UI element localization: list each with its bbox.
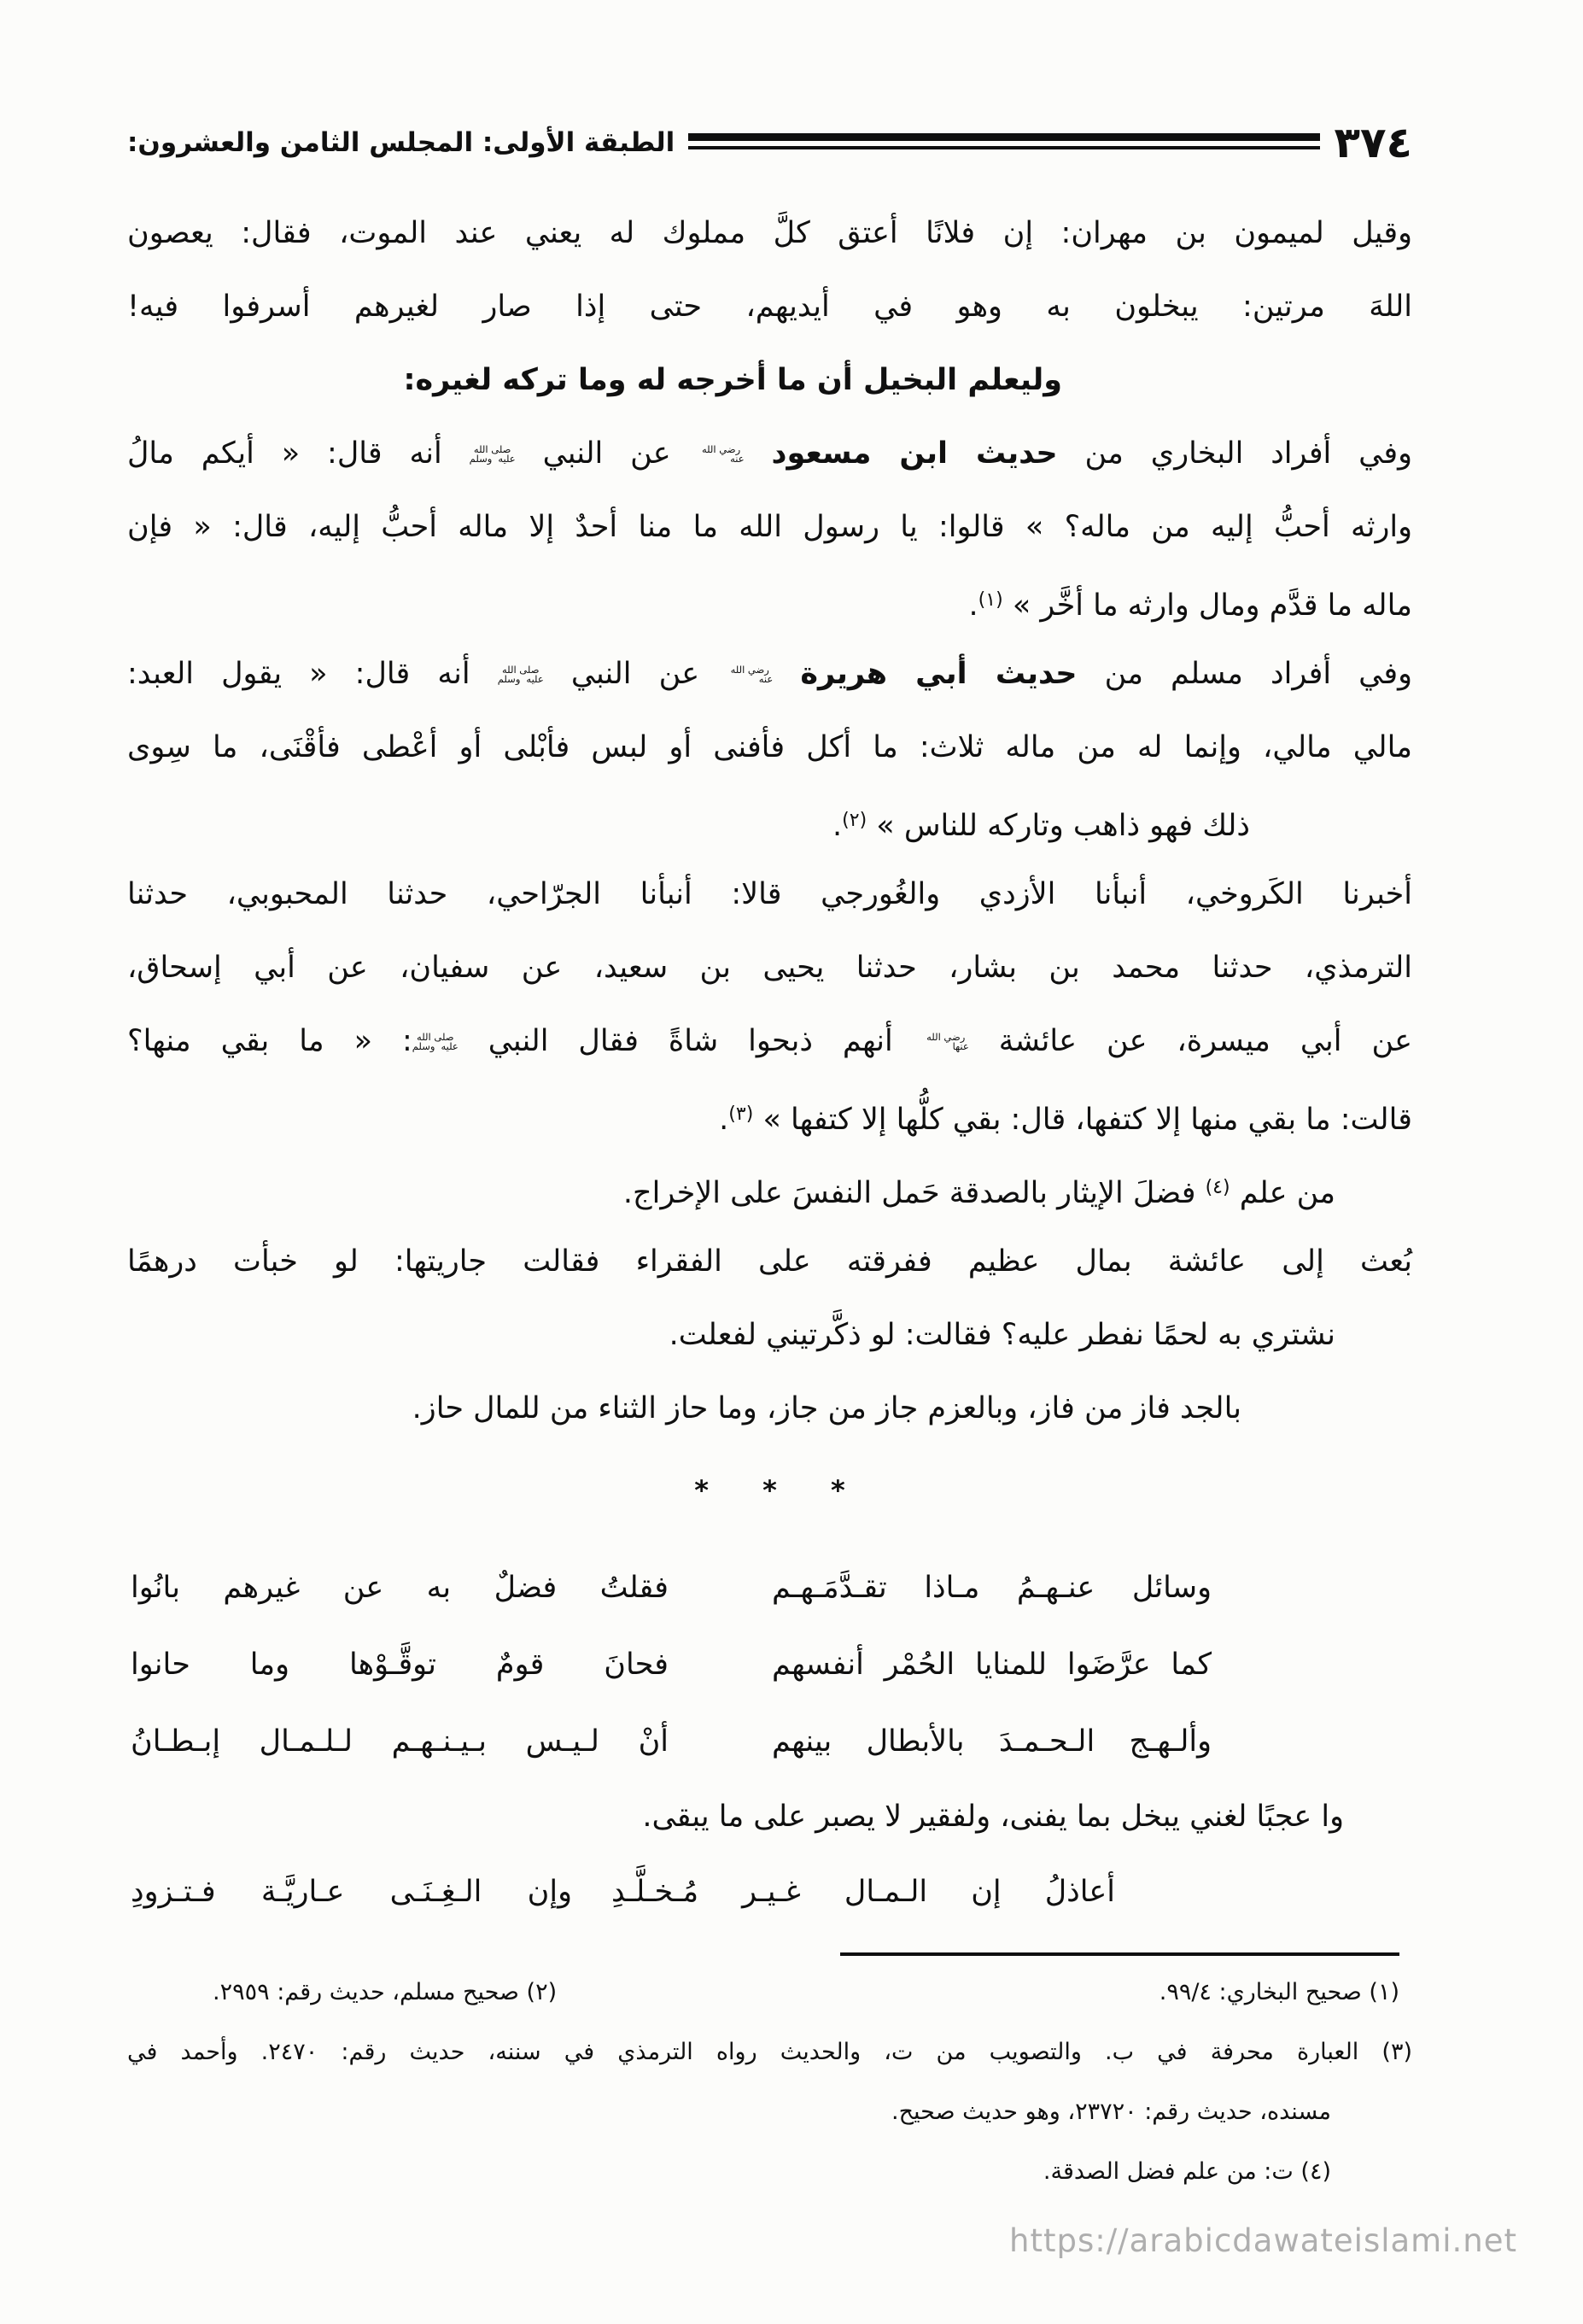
text-run: (٣) — [728, 1103, 754, 1125]
body-line-13 — [127, 1078, 1412, 1151]
text-run: (٤) — [1205, 1177, 1230, 1198]
body-line-17 — [127, 1372, 1412, 1445]
text-run: وقيل لميمون بن مهران: إن فلانًا أعتق كلَّ مملوك له يعني عند الموت، فقال: يعصون — [127, 216, 1412, 250]
body-line-2 — [127, 270, 1412, 343]
verse-right-hemistich: وألـهـج الـحـمـدَ بالأبطال بينهم — [772, 1724, 1212, 1759]
page-header — [127, 118, 1412, 174]
poem-verse-row — [127, 1853, 1412, 1930]
text-run: وليعلم البخيل أن ما أخرجه له وما تركه لغيره: — [403, 363, 1062, 397]
page-number: ٣٧٤ — [1334, 118, 1412, 167]
watermark-url: https://arabicdawateislami.net — [1009, 2222, 1517, 2259]
verse-left-hemistich: فقلتُ فضلٌ به عن غيرهم بانُوا — [131, 1571, 669, 1605]
interlude-line — [127, 1780, 1412, 1853]
text-run: بالجد فاز من فاز، وبالعزم جاز من جاز، وما حاز الثناء من للمال حاز. — [412, 1391, 1241, 1425]
text-run: أنه قال: « أيكم مالُ — [127, 436, 470, 471]
text-run: الترمذي، حدثنا محمد بن بشار، حدثنا يحيى بن سعيد، عن سفيان، عن أبي إسحاق، — [127, 951, 1412, 985]
poem-block-1 — [127, 1549, 1412, 1780]
body-line-4 — [127, 417, 1412, 490]
body-line-6 — [127, 564, 1412, 637]
text-run: فضلَ الإيثار بالصدقة حَمل النفسَ على الإخراج. — [622, 1176, 1206, 1210]
text-run: عن النبي — [543, 657, 727, 691]
text-run: . — [832, 809, 843, 843]
verse-right-hemistich: وسائل عنـهـمُ مـاذا تقـدَّمَـهـم — [772, 1571, 1212, 1605]
text-run: : « ما بقي منها؟ — [127, 1024, 412, 1058]
text-run: عن أبي ميسرة، عن عائشة — [968, 1024, 1413, 1058]
body-line-11 — [127, 931, 1412, 1004]
text-run: حديث ابن مسعود — [771, 436, 1058, 471]
body-line-12 — [127, 1004, 1412, 1078]
header-rule — [688, 133, 1320, 149]
footnote-divider — [840, 1952, 1399, 1956]
section-separator: * * * — [694, 1474, 845, 1507]
footnote-3-line-2: مسنده، حديث رقم: ٢٣٧٢٠، وهو حديث صحيح. — [891, 2099, 1331, 2125]
text-run: حديث أبي هريرة — [800, 657, 1078, 691]
text-run: ماله ما قدَّم ومال وارثه ما أخَّر » — [1002, 588, 1412, 623]
honorific-saw-icon: صلى الله عليه وسلم — [469, 443, 516, 465]
footnote-row-1 — [127, 1963, 1412, 2023]
chapter-title: الطبقة الأولى: المجلس الثامن والعشرون: — [127, 127, 675, 158]
text-run: نشتري به لحمًا نفطر عليه؟ فقالت: لو ذكَّرتيني لفعلت. — [669, 1318, 1335, 1352]
text-run: مالي مالي، وإنما له من ماله ثلاث: ما أكل فأفنى أو لبس فأبْلى أو أعْطى فأقْنَى، ما سِوى — [127, 730, 1412, 764]
poem-verse-row — [127, 1549, 1412, 1626]
text-run: وارثه أحبُّ إليه من ماله؟ » قالوا: يا رسول الله ما منا أحدٌ إلا ماله أحبُّ إليه، قال: « فإن — [127, 510, 1412, 544]
text-run — [745, 436, 772, 471]
honorific-saw-icon: صلى الله عليه وسلم — [497, 664, 544, 685]
honorific-ra_m-icon: رضي الله عنه — [701, 443, 745, 465]
body-text — [127, 196, 1412, 1445]
body-line-5 — [127, 490, 1412, 564]
footnote-3-line-1: (٣) العبارة محرفة في ب. والتصويب من ت، والحديث رواه الترمذي في سننه، حديث رقم: ٢٤٧٠. وأحمد في — [127, 2039, 1413, 2065]
poem-verse-row — [127, 1703, 1412, 1780]
body-line-10 — [127, 858, 1412, 931]
body-line-8 — [127, 711, 1412, 784]
text-run: (٢) — [842, 810, 867, 831]
verse-left-hemistich: فحانَ قومٌ توقَّـوْها وما حانوا — [131, 1648, 669, 1682]
verse-left-hemistich: وإن الـغِـنَـى عـاريَّـة فـتـزودِ — [131, 1875, 572, 1909]
honorific-ra_f-icon: رضي الله عنها — [926, 1031, 969, 1052]
text-run: أنهم ذبحوا شاةً فقال النبي — [458, 1024, 923, 1058]
body-line-3 — [127, 343, 1412, 417]
text-run: (١) — [978, 589, 1003, 611]
verse-right-hemistich: كما عرَّضَوا للمنايا الحُمْر أنفسهم — [772, 1648, 1212, 1682]
text-run: وا عجبًا لغني يبخل بما يفنى، ولفقير لا يصبر على ما يبقى. — [642, 1800, 1344, 1834]
body-line-9 — [127, 784, 1412, 858]
poem-verse-row — [127, 1626, 1412, 1703]
text-run: أنه قال: « يقول العبد: — [127, 657, 498, 691]
text-run: عن النبي — [515, 436, 698, 471]
text-run: قالت: ما بقي منها إلا كتفها، قال: بقي كلُّها إلا كتفها » — [753, 1103, 1412, 1137]
body-line-7 — [127, 637, 1412, 711]
poem-block-2 — [127, 1853, 1412, 1930]
text-run: ذلك فهو ذاهب وتاركه للناس » — [867, 809, 1250, 843]
body-line-14 — [127, 1151, 1412, 1225]
honorific-ra_m-icon: رضي الله عنه — [730, 664, 774, 685]
text-run: . — [968, 588, 978, 623]
verse-right-hemistich: أعاذلُ إن الـمـال غـيـر مُـخـلَّـدِ — [611, 1875, 1115, 1909]
body-line-15 — [127, 1225, 1412, 1298]
text-run: اللهَ مرتين: يبخلون به وهو في أيديهم، حتى إذا صار لغيرهم أسرفوا فيه! — [127, 290, 1412, 324]
footnote-2: (٢) صحيح مسلم، حديث رقم: ٢٩٥٩. — [213, 1979, 558, 2005]
body-line-16 — [127, 1298, 1412, 1372]
footnote-1: (١) صحيح البخاري: ٩٩/٤. — [1159, 1979, 1399, 2005]
text-run: بُعث إلى عائشة بمال عظيم ففرقته على الفقراء فقالت جاريتها: لو خبأت درهمًا — [127, 1244, 1412, 1279]
text-run: وفي أفراد البخاري من — [1057, 436, 1412, 471]
footnote-4: (٤) ت: من علم فضل الصدقة. — [1043, 2158, 1331, 2185]
body-line-1 — [127, 196, 1412, 270]
text-run: أخبرنا الكَروخي، أنبأنا الأزدي والغُورجي قالا: أنبأنا الجرّاحي، حدثنا المحبوبي، حدثنا — [127, 877, 1412, 911]
text-run — [773, 657, 800, 691]
text-run: من علم — [1230, 1176, 1335, 1210]
verse-left-hemistich: أنْ لـيـس بـيـنـهـم لـلـمـال إبـطـانُ — [131, 1724, 669, 1759]
page-content — [127, 118, 1412, 2202]
honorific-saw-icon: صلى الله عليه وسلم — [412, 1031, 459, 1052]
poem-interlude — [127, 1780, 1412, 1853]
text-run: . — [719, 1103, 729, 1137]
text-run: وفي أفراد مسلم من — [1077, 657, 1412, 691]
